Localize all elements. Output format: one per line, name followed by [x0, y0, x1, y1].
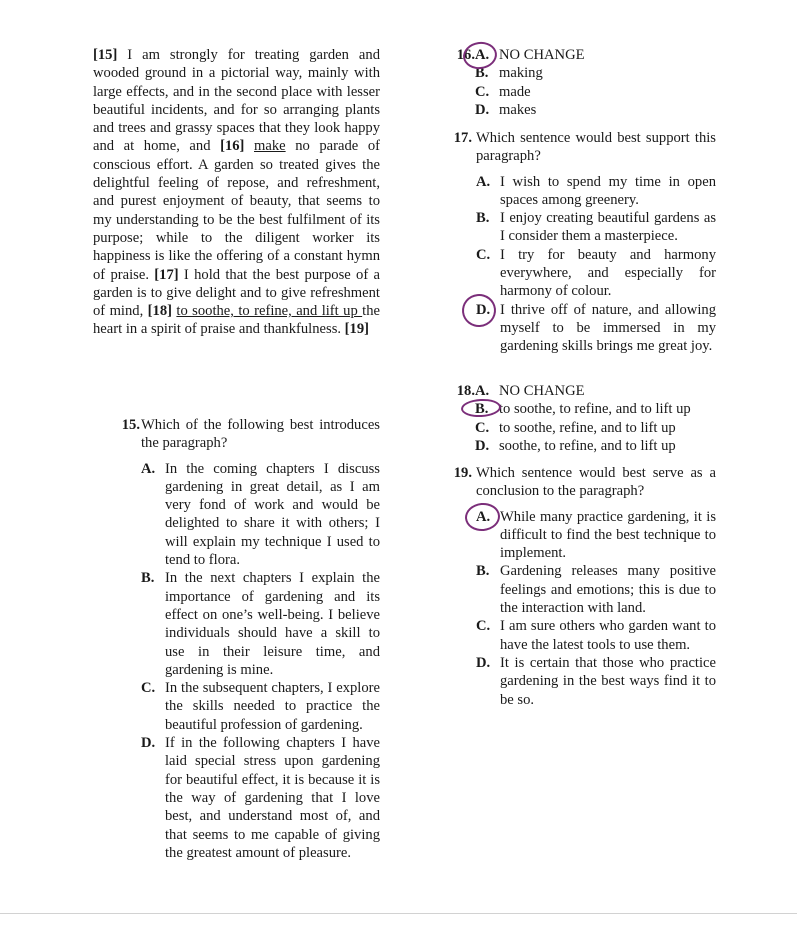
- passage: [93, 46, 380, 339]
- choice-text: NO CHANGE: [499, 47, 585, 63]
- choice-d[interactable]: [476, 654, 716, 709]
- choice-c[interactable]: [141, 679, 380, 734]
- passage-text-4: the heart in a spirit of praise and thankfulness.: [93, 303, 380, 338]
- passage-text-3: I hold that the best purpose of a garden is to give delight and to give refreshment of mind,: [93, 266, 380, 320]
- marker-17: [17]: [154, 266, 179, 283]
- choice-a[interactable]: [476, 173, 716, 210]
- choice-text: In the subsequent chapters, I explore the skills needed to practice the beautiful profession of gardening.: [165, 680, 380, 733]
- marker-18: [18]: [147, 303, 172, 320]
- underlined-18: to soothe, to refine, and lift up: [176, 303, 363, 320]
- choice-text: I try for beauty and harmony everywhere, and especially for harmony of colour.: [500, 246, 716, 300]
- choice-text: While many practice gardening, it is difficult to find the best technique to implement.: [500, 508, 716, 562]
- choice-c[interactable]: [476, 617, 716, 654]
- choice-b[interactable]: [475, 400, 716, 418]
- choice-c[interactable]: [475, 419, 716, 437]
- marker-15: [15]: [93, 47, 118, 63]
- choice-letter: C.: [476, 618, 491, 635]
- choice-text: to soothe, to refine, and to lift up: [499, 401, 691, 418]
- choice-text: It is certain that those who practice gardening in the best ways find it to be so.: [500, 654, 716, 708]
- choice-letter: A.: [475, 383, 490, 399]
- choice-text: soothe, to refine, and to lift up: [499, 437, 676, 454]
- choice-b[interactable]: [141, 569, 380, 679]
- question-19: [452, 464, 716, 709]
- question-number: 16.: [456, 47, 475, 63]
- choice-text: made: [499, 83, 531, 100]
- choice-letter: D.: [476, 654, 491, 671]
- choice-text: I am sure others who garden want to have the latest tools to use them.: [500, 618, 716, 653]
- choice-text: I wish to spend my time in open spaces among greenery.: [500, 173, 716, 208]
- choice-d[interactable]: [475, 101, 716, 119]
- marker-19: [19]: [344, 321, 369, 338]
- choice-letter: B.: [476, 210, 490, 227]
- choice-b[interactable]: [476, 562, 716, 617]
- underlined-16: make: [254, 138, 286, 155]
- choice-a[interactable]: [141, 460, 380, 570]
- choice-d[interactable]: [141, 734, 380, 862]
- choice-text: In the next chapters I explain the importance of gardening and its effect on one’s well-being. I believe individuals should have a skill to use in their leisure time, and gardening is mine.: [165, 570, 380, 678]
- choice-letter: C.: [141, 680, 156, 697]
- choice-text: makes: [499, 101, 537, 118]
- choice-letter: B.: [141, 570, 155, 587]
- choice-c[interactable]: [475, 83, 716, 101]
- passage-text-2: no parade of conscious effort. A garden so treated gives the delightful feeling of repose, and refreshment, and purest enjoyment of beauty, that seems to my understanding to be the best fulfilment of its purpose; while to the diligent worker its happiness is like the offering of a constant hymn of praise.: [93, 138, 380, 283]
- choice-letter: D.: [141, 735, 156, 752]
- question-prompt: Which of the following best introduces the paragraph?: [141, 417, 380, 452]
- choice-letter: A.: [476, 508, 491, 525]
- choice-c[interactable]: [476, 246, 716, 301]
- marker-16: [16]: [220, 138, 245, 155]
- choice-letter: B.: [475, 65, 489, 82]
- choice-b[interactable]: [475, 64, 716, 82]
- choice-text: If in the following chapters I have laid special stress upon gardening for beautiful effect, it is because it is the way of gardening that I love best, and understand most of, and that seems to me capable of giving the greatest amount of pleasure.: [165, 735, 380, 861]
- choice-letter: C.: [476, 246, 491, 263]
- choice-letter: B.: [475, 401, 489, 418]
- choice-d[interactable]: [476, 301, 716, 356]
- choice-a[interactable]: [476, 508, 716, 563]
- bottom-divider: [0, 913, 797, 914]
- choice-letter: C.: [475, 83, 490, 100]
- choice-letter: C.: [475, 419, 490, 436]
- choice-letter: D.: [476, 301, 491, 318]
- question-number: 18.: [456, 383, 475, 399]
- passage-text-1: I am strongly for treating garden and wooded ground in a pictorial way, mainly with large effects, and in the second place with lesser beautiful incidents, and for so arranging plants and trees and grassy spaces that they look happy and at home, and: [93, 47, 380, 155]
- question-15: [116, 416, 380, 862]
- question-prompt: Which sentence would best support this paragraph?: [476, 130, 716, 165]
- choice-letter: D.: [475, 101, 490, 118]
- choice-text: I enjoy creating beautiful gardens as I consider them a masterpiece.: [500, 210, 716, 245]
- question-prompt: Which sentence would best serve as a conclusion to the paragraph?: [476, 465, 716, 500]
- choice-text: Gardening releases many positive feelings and emotions; this is due to the interaction with land.: [500, 563, 716, 617]
- choice-text: to soothe, refine, and to lift up: [499, 419, 676, 436]
- choice-text: In the coming chapters I discuss gardening in great detail, as I am very fond of work and would be delighted to share it with others; I will explain my technique I used to tend to flora.: [165, 460, 380, 569]
- choice-letter: A.: [476, 173, 491, 190]
- choice-text: I thrive off of nature, and allowing myself to be immersed in my gardening skills brings me great joy.: [500, 301, 716, 355]
- question-18: [452, 382, 716, 455]
- choice-text: NO CHANGE: [499, 383, 585, 399]
- choice-b[interactable]: [476, 209, 716, 246]
- choice-letter: D.: [475, 437, 490, 454]
- choice-letter: A.: [475, 47, 490, 63]
- choice-text: making: [499, 65, 543, 82]
- question-number: 17.: [453, 130, 472, 146]
- choice-letter: A.: [141, 460, 156, 477]
- question-number: 15.: [121, 417, 140, 433]
- choice-d[interactable]: [475, 437, 716, 455]
- question-number: 19.: [453, 465, 472, 481]
- choice-a[interactable]: [452, 382, 716, 400]
- choice-letter: B.: [476, 563, 490, 580]
